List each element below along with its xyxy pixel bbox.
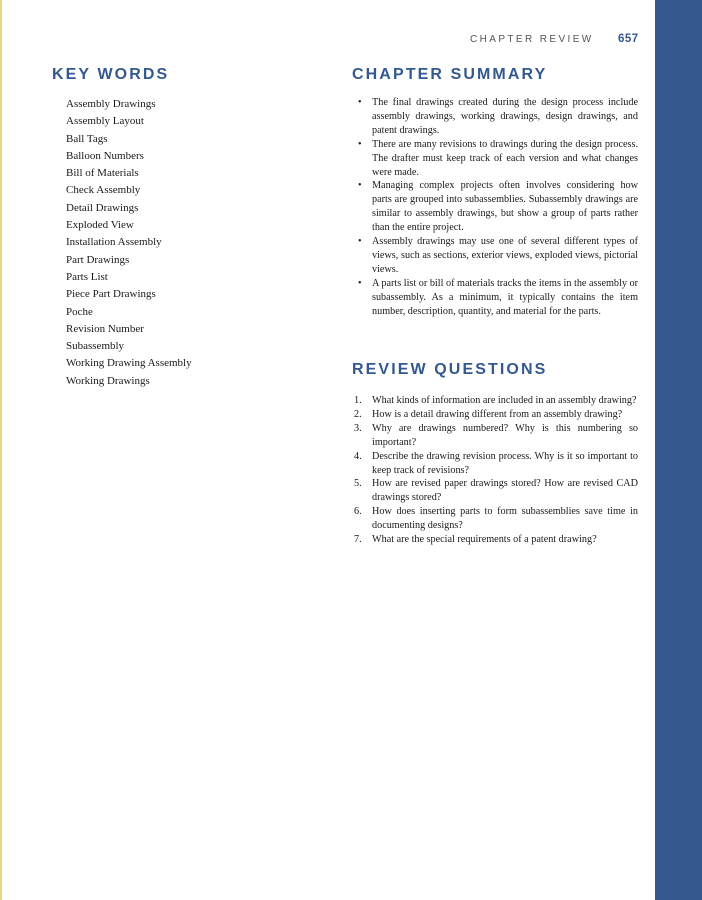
key-word-item: Assembly Layout: [66, 115, 144, 128]
question-text: How is a detail drawing different from an assembly drawing?: [372, 408, 623, 420]
key-word-item: Poche: [66, 305, 93, 318]
bullet-mark: •: [358, 97, 362, 108]
key-word-item: Subassembly: [66, 340, 125, 353]
key-words-heading: KEY WORDS: [52, 66, 170, 83]
summary-item: [358, 96, 638, 138]
summary-text: A parts list or bill of materials tracks the items in the assembly or subassembly. As a minimum, it typically contains the item number, description, quantity, and material for the parts.: [372, 277, 638, 317]
question-item: [354, 533, 638, 547]
key-word-item: Bill of Materials: [66, 167, 139, 180]
question-item: [354, 450, 638, 478]
key-word-item: Exploded View: [66, 219, 134, 232]
key-word-item: Ball Tags: [66, 132, 108, 145]
chapter-summary-heading: CHAPTER SUMMARY: [352, 66, 548, 83]
key-word-item: Part Drawings: [66, 253, 130, 266]
summary-item: [358, 277, 638, 319]
page-number: 657: [618, 33, 639, 45]
key-word-item: Revision Number: [66, 322, 144, 335]
question-number: 7.: [354, 534, 362, 546]
question-number: 6.: [354, 506, 362, 518]
question-number: 1.: [354, 395, 362, 406]
question-item: [354, 505, 638, 533]
review-questions-list: [354, 394, 638, 547]
question-text: What kinds of information are included in an assembly drawing?: [372, 395, 637, 406]
question-item: [354, 477, 638, 505]
running-head-label: CHAPTER REVIEW: [470, 34, 594, 45]
question-text: How are revised paper drawings stored? How are revised CAD drawings stored?: [372, 478, 638, 504]
key-word-item: Assembly Drawings: [66, 98, 156, 110]
bullet-mark: •: [358, 236, 362, 248]
key-word-item: Installation Assembly: [66, 236, 162, 249]
key-words-list: [66, 96, 192, 390]
key-word-item: Piece Part Drawings: [66, 288, 156, 301]
summary-text: The final drawings created during the design process include assembly drawings, working drawings, design drawings, and patent drawings.: [372, 97, 638, 136]
question-text: Describe the drawing revision process. Why is it so important to keep track of revisions?: [372, 450, 638, 476]
review-questions-heading: REVIEW QUESTIONS: [352, 361, 548, 378]
summary-text: There are many revisions to drawings during the design process. The drafter must keep track of each version and what changes were made.: [372, 138, 638, 178]
chapter-summary-list: [358, 96, 638, 319]
question-text: What are the special requirements of a patent drawing?: [372, 534, 597, 546]
bullet-mark: •: [358, 277, 362, 289]
bullet-mark: •: [358, 180, 362, 192]
summary-text: Assembly drawings may use one of several different types of views, such as sections, exterior views, exploded views, pictorial views.: [372, 236, 638, 275]
question-text: How does inserting parts to form subassemblies save time in documenting designs?: [372, 506, 638, 532]
key-word-item: Balloon Numbers: [66, 149, 144, 162]
question-number: 5.: [354, 478, 362, 490]
summary-item: [358, 235, 638, 277]
question-text: Why are drawings numbered? Why is this numbering so important?: [372, 422, 638, 448]
question-item: [354, 394, 638, 408]
summary-item: [358, 179, 638, 235]
question-number: 2.: [354, 408, 362, 420]
key-word-item: Working Drawing Assembly: [66, 357, 192, 370]
question-item: [354, 422, 638, 450]
page-edge-rule: [0, 0, 2, 900]
bullet-mark: •: [358, 138, 362, 150]
key-word-item: Detail Drawings: [66, 201, 139, 214]
question-number: 4.: [354, 450, 362, 462]
summary-item: [358, 138, 638, 180]
key-word-item: Parts List: [66, 270, 108, 283]
chapter-side-bar: [655, 0, 702, 900]
key-word-item: Check Assembly: [66, 184, 141, 197]
key-word-item: Working Drawings: [66, 374, 150, 387]
question-number: 3.: [354, 422, 362, 434]
question-item: [354, 408, 638, 422]
summary-text: Managing complex projects often involves considering how parts are grouped into subassemblies. Subassembly drawings are similar to assembly drawings, but show a group of parts rather than the entire project.: [372, 180, 638, 234]
